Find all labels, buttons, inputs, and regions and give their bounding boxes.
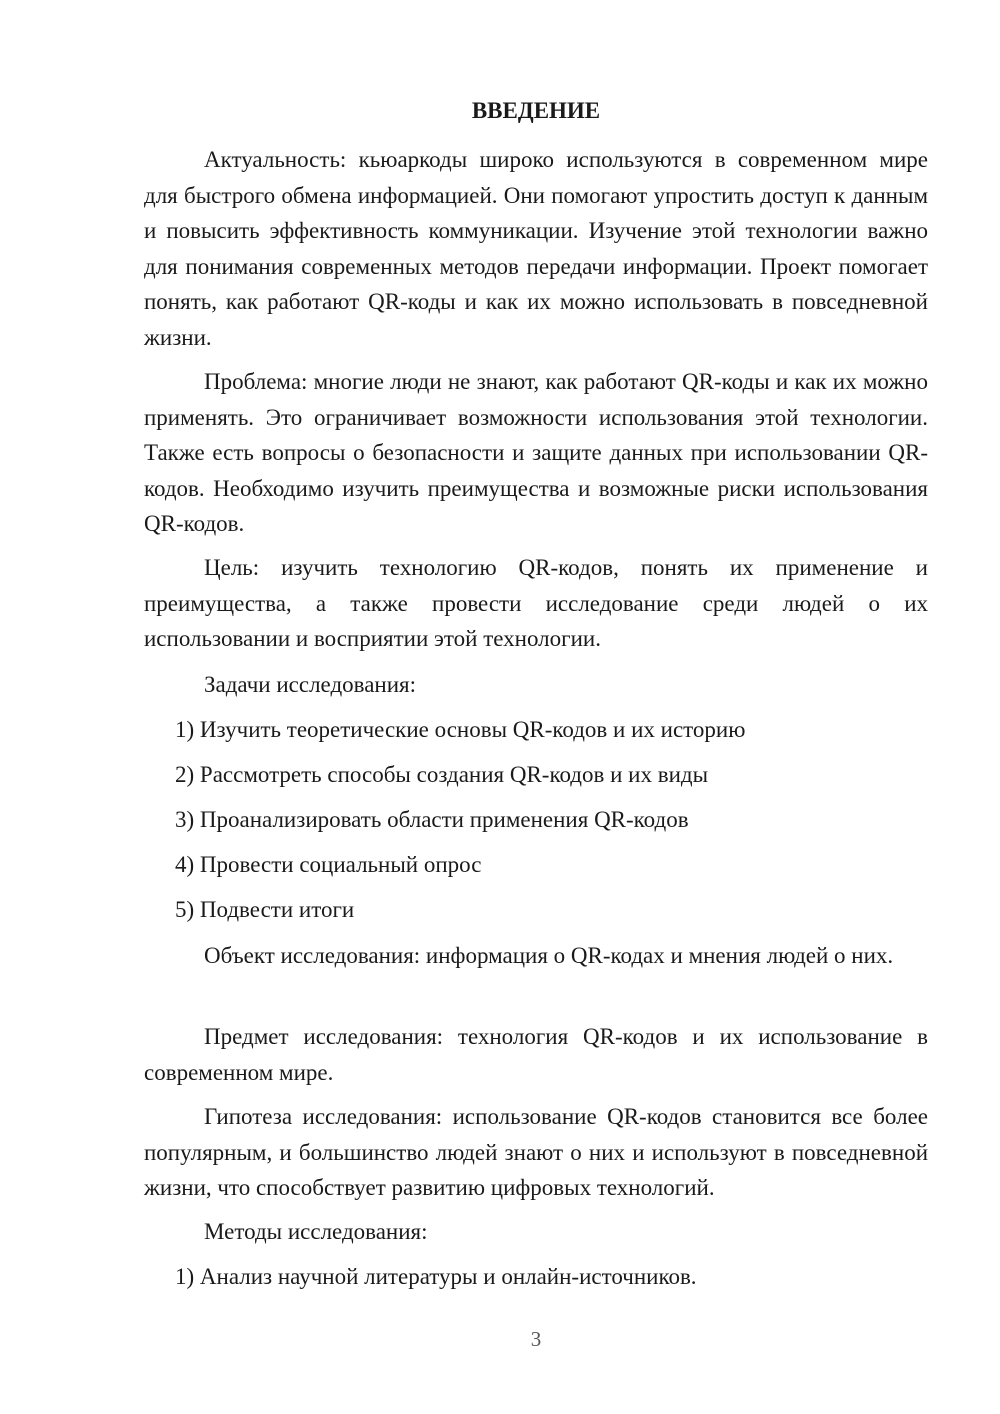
task-item: 5) Подвести итоги [175,897,355,922]
methods-heading: Методы исследования: [204,1219,428,1244]
task-item: 4) Провести социальный опрос [175,852,482,877]
task-item: 2) Рассмотреть способы создания QR-кодов и их виды [175,762,709,787]
paragraph-problem: Проблема: многие люди не знают, как работают QR-коды и как их можно применять. Это ограничивает возможности использования этой технологии. Также есть вопросы о безопасности и защите данных при использовании QR-кодов. Необходимо изучить преимущества и возможные риски использования QR-кодов. [144,369,928,536]
paragraph-subject: Предмет исследования: технология QR-кодов и их использование в современном мире. [144,1024,928,1085]
task-item: 1) Изучить теоретические основы QR-кодов и их историю [175,717,746,742]
paragraph-goal: Цель: изучить технологию QR-кодов, понять их применение и преимущества, а также провести исследование среди людей о их использовании и восприятии этой технологии. [144,555,928,651]
tasks-heading: Задачи исследования: [204,672,417,697]
section-title: ВВЕДЕНИЕ [471,98,601,123]
paragraph-object: Объект исследования: информация о QR-кодах и мнения людей о них. [204,943,894,968]
method-item: 1) Анализ научной литературы и онлайн-источников. [175,1264,697,1289]
paragraph-hypothesis: Гипотеза исследования: использование QR-кодов становится все более популярным, и большинство людей знают о них и используют в повседневной жизни, что способствует развитию цифровых технологий. [144,1104,928,1200]
paragraph-relevance: Актуальность: кьюаркоды широко используются в современном мире для быстрого обмена информацией. Они помогают упростить доступ к данным и повысить эффективность коммуникации. Изучение этой технологии важно для понимания современных методов передачи информации. Проект помогает понять, как работают QR-коды и как их можно использовать в повседневной жизни. [144,147,928,350]
page-number: 3 [530,1327,542,1351]
task-item: 3) Проанализировать области применения QR-кодов [175,807,689,832]
document-page [144,0,928,1414]
